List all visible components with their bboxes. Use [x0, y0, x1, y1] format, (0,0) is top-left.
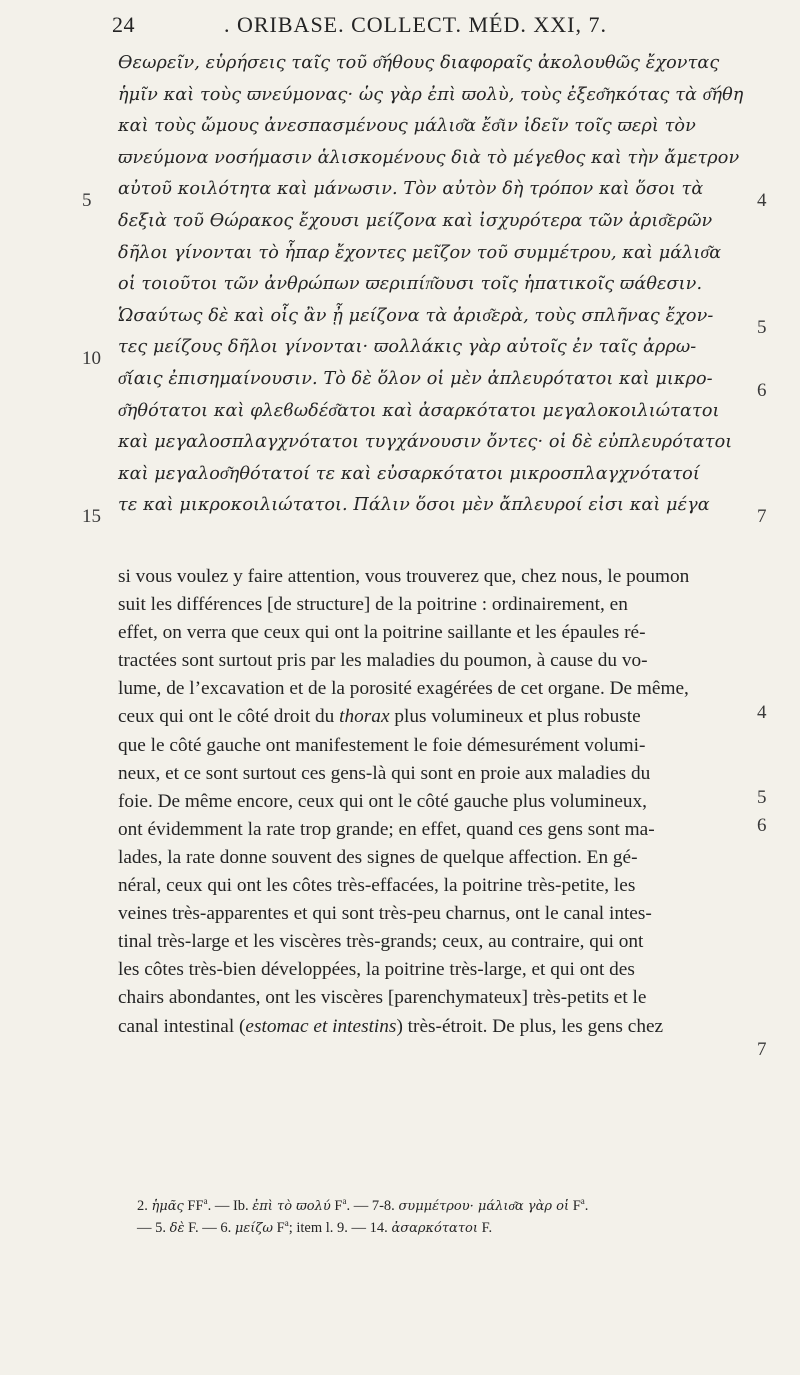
french-section-7: 7 [757, 1039, 767, 1060]
french-line: foie. De même encore, ceux qui ont le côté gauche plus volumineux, [118, 790, 647, 812]
french-line: néral, ceux qui ont les côtes très-effacées, la poitrine très-petite, les [118, 875, 636, 897]
greek-section-6: 6 [757, 380, 767, 401]
greek-section-4: 4 [757, 190, 767, 211]
french-line: chairs abondantes, ont les viscères [parenchymateux] très-petits et le [118, 987, 647, 1009]
greek-line: Ὡσαύτως δὲ καὶ οἷς ἂν ᾖ μείζονα τὰ ἀρισ͂ερὰ, τοὺς σπλῆνας ἔχον- [118, 305, 714, 326]
page-number: 24 [112, 12, 135, 37]
greek-text-block [118, 48, 744, 522]
french-section-4: 4 [757, 702, 767, 723]
french-line: ceux qui ont le côté droit du thorax plus volumineux et plus robuste [118, 706, 641, 728]
line-number-15: 15 [82, 506, 101, 527]
greek-line: Ѳεωρεῖν, εὑρήσεις ταῖς τοῦ σ͂ήθους διαφοραῖς ἀκολουθῶς ἔχοντας [118, 53, 720, 73]
french-line: ont évidemment la rate trop grande; en effet, quand ces gens sont ma- [118, 818, 655, 840]
greek-section-7: 7 [757, 506, 767, 527]
note-line: — 5. δὲ F. — 6. μείζω $F^a$; item l. 9. — 14. ἀσαρκότατοι F. [137, 1218, 493, 1236]
greek-line: αὐτοῦ κοιλότητα καὶ μάνωσιν. Τὸν αὐτὸν δὴ τρόπον καὶ ὅσοι τὰ [118, 179, 704, 200]
french-line: lades, la rate donne souvent des signes de quelque affection. En gé- [118, 846, 638, 868]
greek-line: οἱ τοιοῦτοι τῶν ἀνθρώπων ϖεριπίπ͂ουσι τοῖς ἡπατικοῖς ϖάθεσιν. [118, 274, 703, 295]
line-number-5: 5 [82, 190, 92, 211]
french-line: lume, de l’excavation et de la porosité exagérées de cet organe. De même, [118, 678, 689, 700]
french-line: veines très-apparentes et qui sont très-peu charnus, ont le canal intes- [118, 903, 652, 925]
french-line: canal intestinal (estomac et intestins) très-étroit. De plus, les gens chez [118, 1015, 664, 1037]
french-translation-block [118, 563, 723, 1041]
french-section-6: 6 [757, 815, 767, 836]
french-line: suit les différences [de structure] de la poitrine : ordinairement, en [118, 594, 628, 616]
greek-section-5: 5 [757, 317, 767, 338]
greek-line: καὶ τοὺς ὤμους ἀνεσπασμένους μάλισ͂α ἔσ͂ιν ἰδεῖν τοῖς ϖερὶ τὸν [118, 116, 696, 137]
greek-line: σ͂ηθότατοι καὶ φλεϐωδέσ͂ατοι καὶ ἀσαρκότατοι μεγαλοκοιλιώτατοι [118, 400, 720, 421]
greek-line: καὶ μεγαλοσπλαγχνότατοι τυγχάνουσιν ὄντες· οἱ δὲ εὐπλευρότατοι [118, 432, 733, 453]
greek-line: σ͂ίαις ἐπισημαίνουσιν. Τὸ δὲ ὅλον οἱ μὲν ἀπλευρότατοι καὶ μικρο- [118, 368, 713, 389]
critical-apparatus-notes [137, 1190, 717, 1234]
french-line: effet, on verra que ceux qui ont la poitrine saillante et les épaules ré- [118, 622, 646, 644]
french-line: que le côté gauche ont manifestement le foie démesurément volumi- [118, 734, 646, 756]
greek-line: δεξιὰ τοῦ Ѳώρακος ἔχουσι μείζονα καὶ ἰσχυρότερα τῶν ἀρισ͂ερῶν [118, 210, 713, 231]
note-line: 2. ἡμᾶς $FF^a$. — Ib. ἐπὶ τὸ ϖολύ $F^a$. — 7-8. συμμέτρου· μάλισ͂α γὰρ οἱ $F^a$. [137, 1196, 589, 1214]
line-number-10: 10 [82, 348, 101, 369]
greek-line: ϖνεύμονα νοσήμασιν ἁλισκομένους διὰ τὸ μέγεθος καὶ τὴν ἄμετρον [118, 147, 740, 168]
greek-line: τες μείζους δῆλοι γίνονται· ϖολλάκις γὰρ αὐτοῖς ἐν ταῖς ἀρρω- [118, 337, 697, 358]
french-line: les côtes très-bien développées, la poitrine très-large, et qui ont des [118, 959, 635, 981]
french-line: neux, et ce sont surtout ces gens-là qui sont en proie aux maladies du [118, 762, 651, 784]
running-title: . ORIBASE. COLLECT. MÉD. XXI, 7. [224, 12, 607, 37]
greek-line: καὶ μεγαλοσ͂ηθότατοί τε καὶ εὐσαρκότατοι μικροσπλαγχνότατοί [118, 463, 700, 484]
french-line: tractées sont surtout pris par les maladies du poumon, à cause du vo- [118, 650, 648, 672]
greek-line: τε καὶ μικροκοιλιώτατοι. Πάλιν ὅσοι μὲν ἄπλευροί εἰσι καὶ μέγα [118, 495, 710, 516]
french-line: si vous voulez y faire attention, vous trouverez que, chez nous, le poumon [118, 566, 690, 587]
french-section-5: 5 [757, 787, 767, 808]
page-header [112, 8, 712, 42]
greek-line: δῆλοι γίνονται τὸ ἧπαρ ἔχοντες μεῖζον τοῦ συμμέτρου, καὶ μάλισ͂α [118, 242, 722, 263]
french-line: tinal très-large et les viscères très-grands; ceux, au contraire, qui ont [118, 931, 644, 953]
greek-line: ἡμῖν καὶ τοὺς ϖνεύμονας· ὡς γὰρ ἐπὶ ϖολὺ, τοὺς ἐξεσ͂ηκότας τὰ σ͂ήθη [118, 84, 744, 105]
